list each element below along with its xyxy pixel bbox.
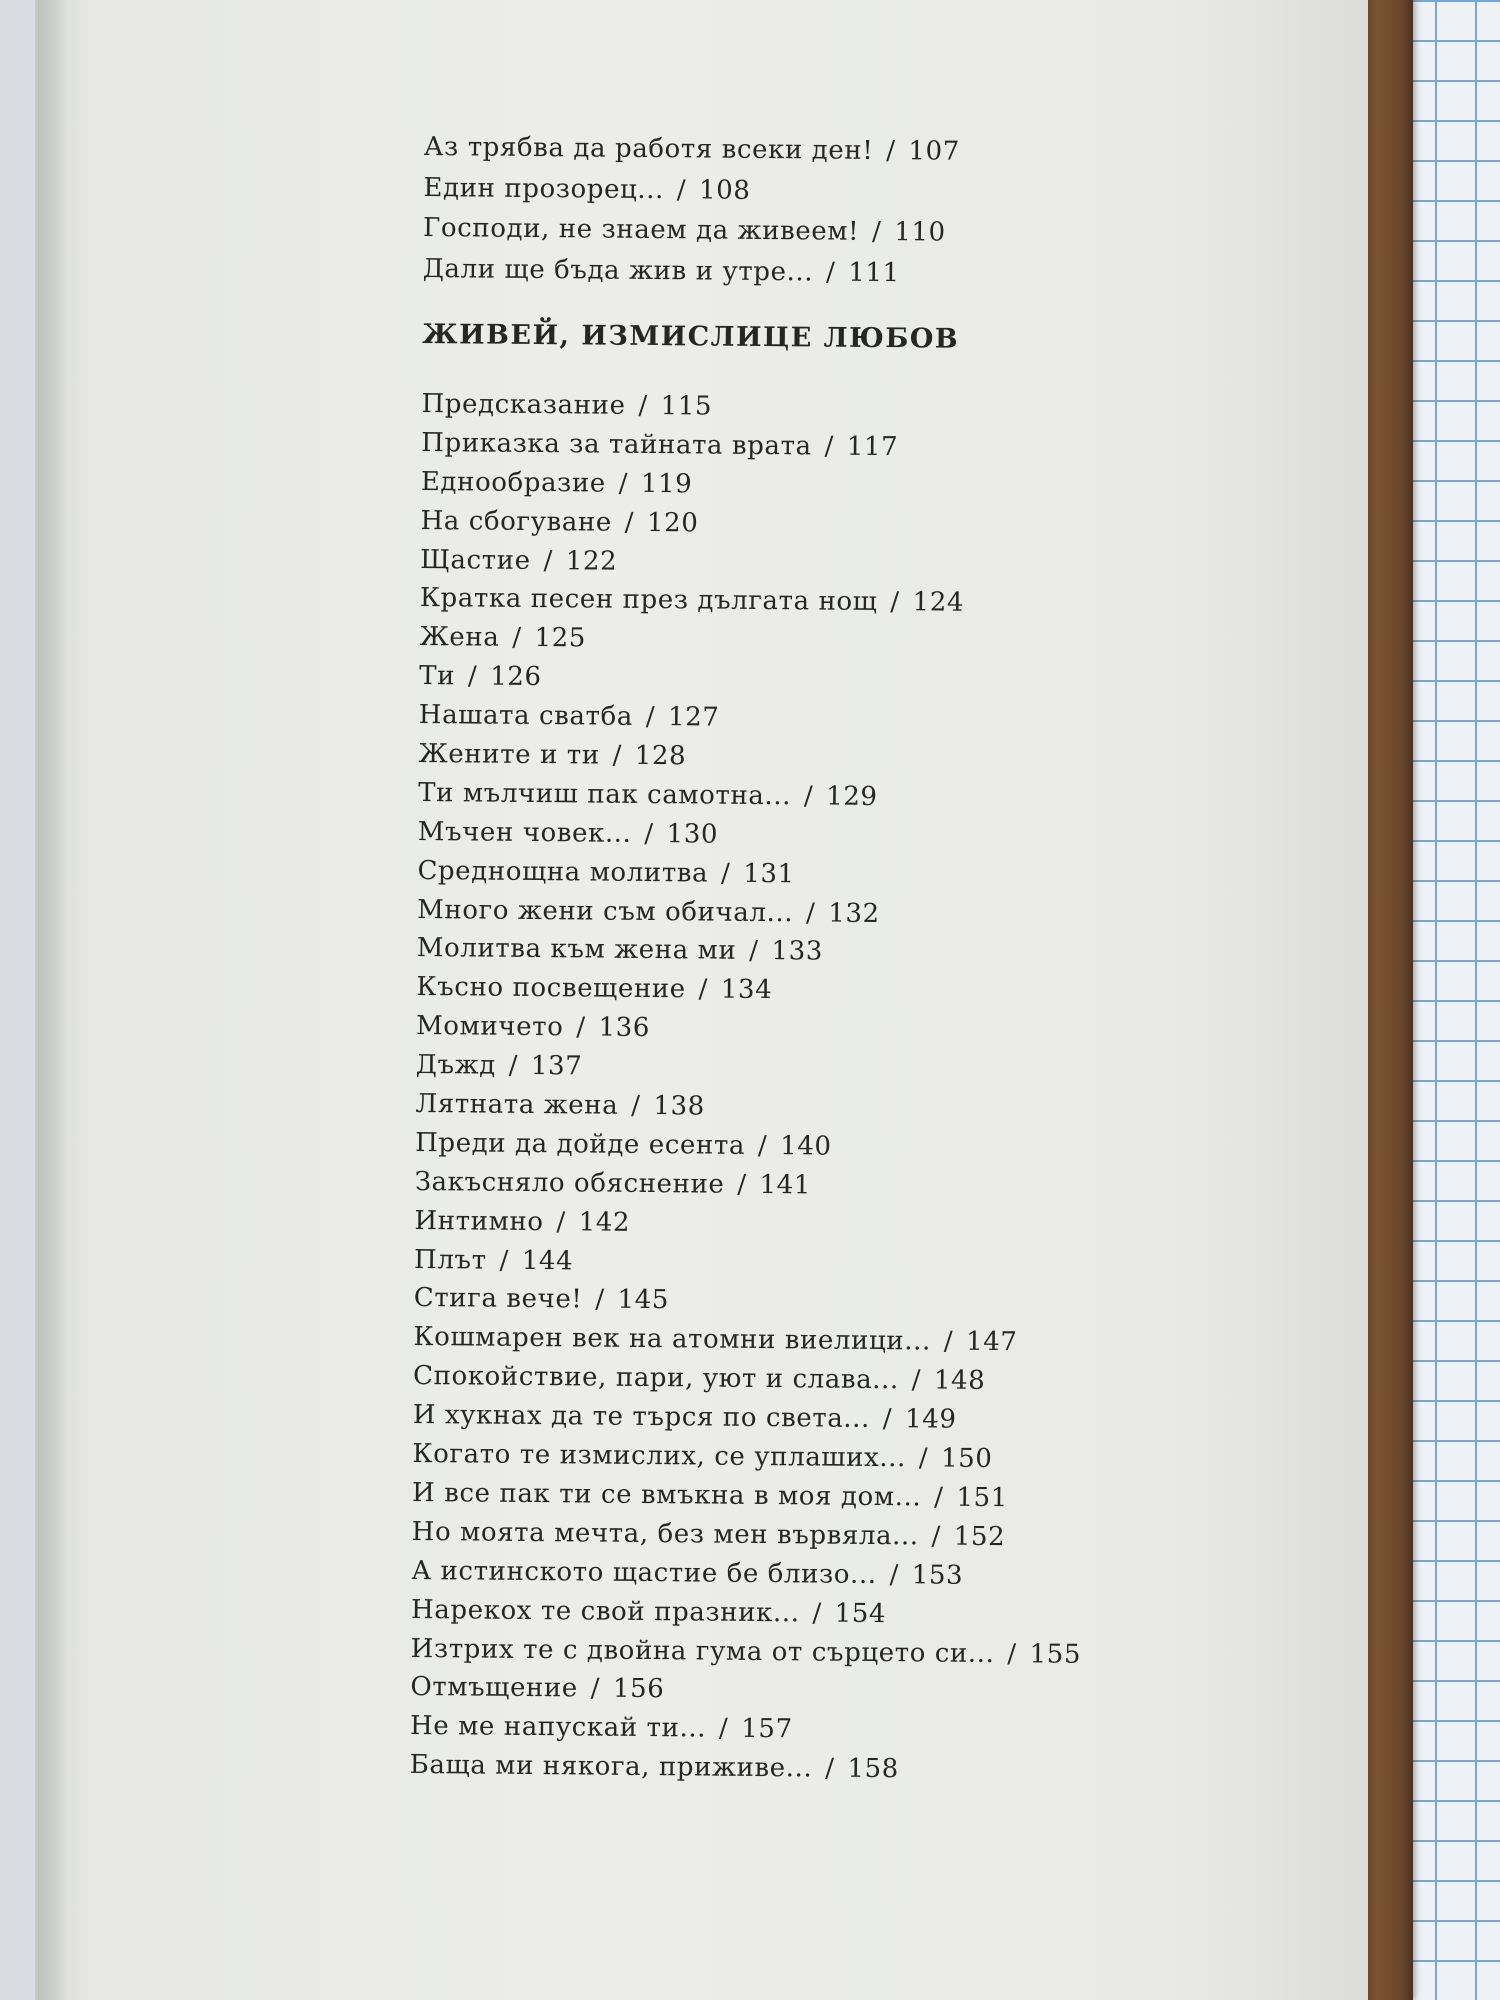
entry-title: Баща ми някога, приживе... xyxy=(409,1750,813,1784)
toc-entries-top xyxy=(423,127,1324,297)
entry-separator: / xyxy=(803,781,814,812)
entry-separator: / xyxy=(512,623,522,654)
entry-separator: / xyxy=(1007,1638,1017,1669)
entry-title: Късно посвещение xyxy=(416,972,686,1005)
section-title: ЖИВЕЙ, ИЗМИСЛИЦЕ ЛЮБОВ xyxy=(422,318,960,355)
entry-page-number: 155 xyxy=(1029,1638,1082,1670)
entry-page-number: 150 xyxy=(940,1443,993,1475)
entry-page-number: 130 xyxy=(666,818,719,850)
toc-entry xyxy=(419,618,1319,665)
entry-separator: / xyxy=(825,1753,835,1784)
entry-separator: / xyxy=(825,257,836,288)
entry-title: Жените и ти xyxy=(418,738,600,771)
entry-title: Преди да дойде есента xyxy=(415,1127,746,1161)
entry-page-number: 133 xyxy=(771,936,824,967)
entry-separator: / xyxy=(556,1206,566,1237)
toc-entry xyxy=(423,208,1323,256)
entry-title: Момичето xyxy=(416,1011,564,1043)
entry-title: И хукнах да те търся по света... xyxy=(412,1400,871,1435)
entry-separator: / xyxy=(737,1169,747,1200)
entry-separator: / xyxy=(889,1559,900,1590)
entry-page-number: 107 xyxy=(908,136,961,167)
toc-entry xyxy=(410,1746,1310,1793)
entry-page-number: 127 xyxy=(667,702,720,733)
entry-page-number: 141 xyxy=(759,1169,812,1201)
entry-separator: / xyxy=(918,1443,929,1474)
entry-title: Стига вече! xyxy=(413,1283,583,1315)
entry-separator: / xyxy=(576,1012,586,1043)
toc-entry xyxy=(423,248,1323,296)
entry-page-number: 157 xyxy=(741,1714,793,1745)
entry-separator: / xyxy=(631,1090,641,1121)
entry-separator: / xyxy=(720,858,731,889)
entry-separator: / xyxy=(624,507,635,538)
entry-page-number: 136 xyxy=(598,1012,651,1044)
table-of-contents xyxy=(410,127,1324,1793)
entry-separator: / xyxy=(595,1285,605,1316)
page-gutter-shadow xyxy=(38,0,68,2000)
entry-page-number: 124 xyxy=(912,587,965,619)
entry-title: Ти мълчиш пак самотна... xyxy=(418,777,792,812)
entry-page-number: 154 xyxy=(834,1598,887,1629)
entry-separator: / xyxy=(644,818,654,849)
entry-title: На сбогуване xyxy=(420,505,612,538)
entry-title: Много жени съм обичал... xyxy=(417,894,794,928)
entry-page-number: 108 xyxy=(698,174,751,206)
entry-title: Среднощна молитва xyxy=(417,855,709,889)
entry-title: Не ме напускай ти... xyxy=(409,1711,707,1744)
entry-title: Жена xyxy=(419,622,500,654)
entry-title: Приказка за тайната врата xyxy=(421,427,812,462)
entry-separator: / xyxy=(890,587,900,618)
entry-page-number: 137 xyxy=(530,1051,583,1082)
entry-title: Кратка песен през дългата нощ xyxy=(419,583,878,618)
entry-title: Еднообразие xyxy=(420,466,606,499)
entry-title: Щастие xyxy=(420,544,531,576)
entry-page-number: 149 xyxy=(904,1404,957,1435)
entry-separator: / xyxy=(543,545,554,576)
entry-separator: / xyxy=(618,468,629,499)
entry-title: Отмъщение xyxy=(410,1672,578,1704)
entry-separator: / xyxy=(612,740,623,771)
entry-page-number: 111 xyxy=(848,257,900,288)
entry-title: Предсказание xyxy=(421,388,626,421)
entry-title: Кошмарен век на атомни виелици... xyxy=(413,1322,932,1357)
entry-page-number: 140 xyxy=(780,1131,832,1162)
entry-page-number: 128 xyxy=(634,740,687,772)
entry-separator: / xyxy=(805,897,816,929)
entry-title: Плът xyxy=(413,1244,487,1276)
entry-title: Ти xyxy=(419,661,456,692)
entry-separator: / xyxy=(934,1482,944,1513)
entry-separator: / xyxy=(590,1673,601,1704)
entry-page-number: 138 xyxy=(653,1091,705,1122)
entry-separator: / xyxy=(508,1050,519,1081)
entry-separator: / xyxy=(638,390,648,421)
entry-separator: / xyxy=(718,1713,729,1744)
entry-page-number: 117 xyxy=(846,431,899,463)
entry-page-number: 144 xyxy=(521,1245,574,1276)
entry-title: Спокойствие, пари, уют и слава... xyxy=(412,1361,899,1396)
entry-page-number: 148 xyxy=(933,1365,986,1397)
entry-separator: / xyxy=(698,974,709,1005)
entry-page-number: 145 xyxy=(617,1285,670,1316)
entry-page-number: 156 xyxy=(612,1674,665,1705)
entry-separator: / xyxy=(676,174,687,205)
entry-separator: / xyxy=(645,702,656,733)
entry-separator: / xyxy=(931,1521,942,1552)
entry-title: Лятната жена xyxy=(415,1088,619,1121)
entry-separator: / xyxy=(824,431,835,462)
toc-entry xyxy=(424,127,1324,175)
entry-title: Интимно xyxy=(414,1205,544,1237)
entry-separator: / xyxy=(882,1404,893,1435)
entry-title: Изтрих те с двойна гума от сърцето си... xyxy=(410,1633,995,1669)
entry-separator: / xyxy=(812,1598,822,1629)
entry-page-number: 142 xyxy=(578,1207,631,1238)
entry-title: Господи, не знаем да живеем! xyxy=(422,212,860,247)
entry-page-number: 153 xyxy=(911,1560,964,1591)
entry-page-number: 129 xyxy=(826,781,878,812)
entry-title: Закъсняло обяснение xyxy=(414,1166,725,1200)
entry-title: Но моята мечта, без мен вървяла... xyxy=(411,1516,919,1552)
entry-page-number: 147 xyxy=(965,1327,1018,1358)
entry-title: Един прозорец... xyxy=(423,172,665,205)
entry-separator: / xyxy=(749,936,759,967)
entry-title: Дъжд xyxy=(415,1050,496,1081)
entry-separator: / xyxy=(757,1130,768,1161)
entry-page-number: 115 xyxy=(660,391,713,422)
entry-title: Аз трябва да работя всеки ден! xyxy=(423,131,874,166)
entry-separator: / xyxy=(467,661,478,692)
entry-separator: / xyxy=(911,1365,922,1396)
entry-title: Дали ще бъда жив и утре... xyxy=(422,253,814,287)
entry-title: Нарекох те свой празник... xyxy=(410,1594,800,1628)
entry-separator: / xyxy=(871,216,882,247)
entry-page-number: 126 xyxy=(490,661,542,693)
entry-page-number: 151 xyxy=(956,1482,1008,1514)
entry-page-number: 158 xyxy=(847,1753,900,1785)
entry-title: И все пак ти се вмъкна в моя дом... xyxy=(411,1477,922,1513)
entry-title: Молитва към жена ми xyxy=(416,933,737,967)
toc-entries-section xyxy=(410,385,1322,1793)
entry-title: Нашата сватба xyxy=(418,700,634,732)
entry-separator: / xyxy=(943,1326,954,1358)
entry-page-number: 110 xyxy=(894,217,946,248)
entry-separator: / xyxy=(886,136,896,167)
entry-page-number: 119 xyxy=(640,468,693,500)
entry-title: Мъчен човек... xyxy=(417,816,632,849)
entry-title: А истинското щастие бе близо... xyxy=(411,1555,877,1590)
entry-page-number: 120 xyxy=(646,507,699,539)
entry-page-number: 152 xyxy=(953,1521,1006,1552)
entry-page-number: 122 xyxy=(565,545,618,577)
entry-page-number: 132 xyxy=(828,898,880,929)
entry-page-number: 125 xyxy=(534,623,587,654)
entry-separator: / xyxy=(499,1245,510,1276)
entry-page-number: 131 xyxy=(743,858,795,889)
entry-title: Когато те измислих, се уплаших... xyxy=(412,1438,907,1474)
entry-page-number: 134 xyxy=(720,974,773,1006)
